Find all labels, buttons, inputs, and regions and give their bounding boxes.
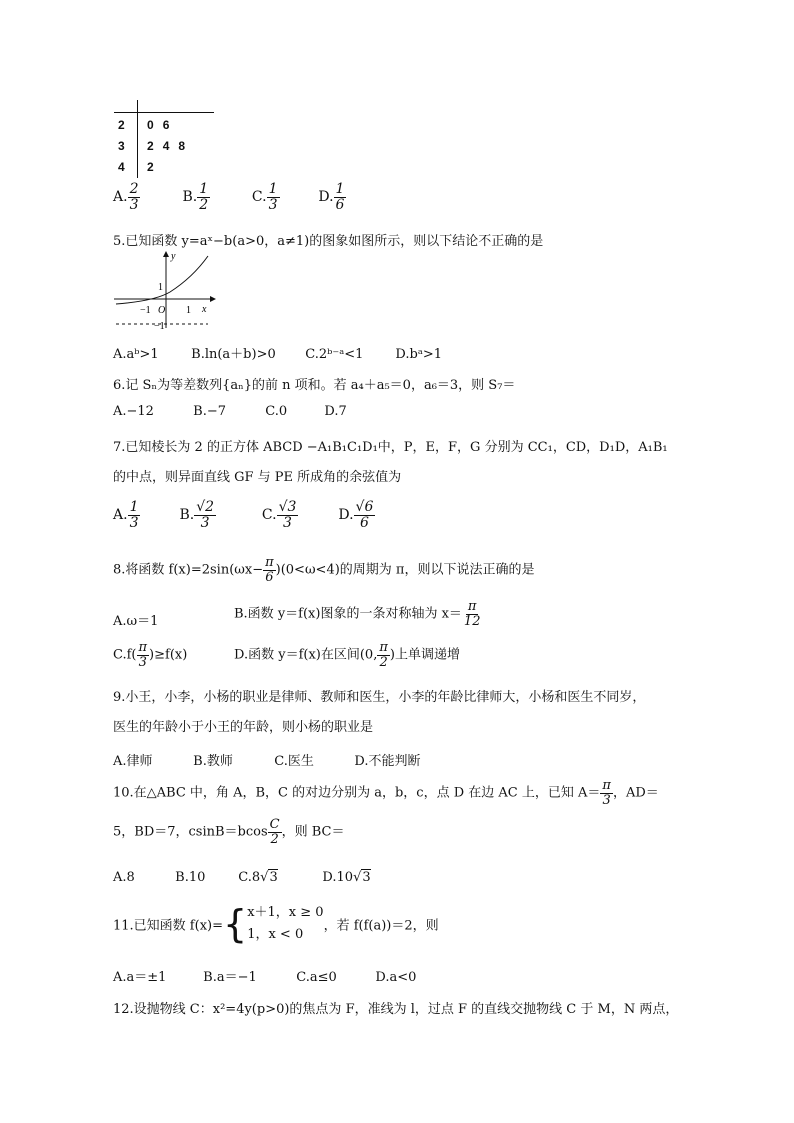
q4-option-d[interactable]: D. $\frac{1}{6}$ bbox=[318, 181, 345, 213]
origin-label: O bbox=[158, 305, 166, 316]
q9-stem-line1: 9.小王，小李，小杨的职业是律师、教师和医生，小李的年龄比律师大，小杨和医生不同岁， bbox=[113, 690, 646, 705]
stem-value: 4 bbox=[118, 159, 125, 174]
tick-neg1-y: −1 bbox=[154, 321, 165, 330]
q12-stem: 12.设抛物线 C：x²=4y(p>0)的焦点为 F，准线为 l，过点 F 的直线交抛物线 C 于 M，N 两点， bbox=[113, 1002, 679, 1017]
stem-leaf-row bbox=[118, 156, 194, 177]
q9-option-c[interactable]: C.医生 bbox=[274, 754, 314, 769]
q5-option-c[interactable]: C.2ᵇ⁻ᵃ<1 bbox=[305, 347, 364, 362]
tick-neg1-x: −1 bbox=[140, 305, 151, 316]
q6-option-c[interactable]: C.0 bbox=[265, 404, 288, 419]
q5-option-b[interactable]: B.ln(a＋b)>0 bbox=[191, 347, 276, 362]
leaf-value: 2 bbox=[147, 159, 154, 174]
q7-stem-line2: 的中点，则异面直线 GF 与 PE 所成角的余弦值为 bbox=[113, 470, 402, 485]
q7-options bbox=[113, 500, 375, 530]
q5-stem: 5.已知函数 y=aˣ−b(a>0，a≠1)的图象如图所示，则以下结论不正确的是 bbox=[113, 234, 544, 249]
q10-option-c[interactable]: C.8√3 bbox=[238, 870, 278, 885]
q11-options bbox=[113, 966, 416, 985]
y-axis-label: y bbox=[171, 251, 176, 262]
leaf-value: 2 bbox=[147, 138, 154, 153]
stem-leaf-row bbox=[118, 135, 194, 156]
x-axis-label: x bbox=[202, 304, 207, 315]
q6-option-a[interactable]: A.−12 bbox=[113, 404, 154, 419]
q11-stem: 11.已知函数 f(x)={ x＋1，x ≥ 0 1，x < 0 ，若 f(f(a))＝2，则 bbox=[113, 902, 439, 946]
q10-stem-line1: 10.在△ABC 中，角 A，B，C 的对边分别为 a，b，c，点 D 在边 AC 上，已知 A＝ $\frac{\pi}{3}$ ，AD＝ bbox=[113, 778, 659, 808]
q10-option-a[interactable]: A.8 bbox=[113, 870, 135, 885]
q4-option-c[interactable]: C. $\frac{1}{3}$ bbox=[251, 181, 278, 213]
q7-option-c[interactable]: C. $\frac{√3}{3}$ bbox=[261, 499, 297, 531]
q10-option-b[interactable]: B.10 bbox=[175, 870, 206, 885]
q8-option-a[interactable]: A.ω＝1 bbox=[113, 614, 159, 629]
x-axis-arrow bbox=[210, 296, 216, 302]
q8-stem: 8.将函数 f(x)=2sin(ωx− $\frac{\pi}{6}$ )(0<ω<4)的周期为 π，则以下说法正确的是 bbox=[113, 555, 535, 585]
q5-option-a[interactable]: A.aᵇ>1 bbox=[113, 347, 159, 362]
q6-options bbox=[113, 404, 347, 419]
tick-1-y: 1 bbox=[158, 282, 163, 293]
y-axis-arrow bbox=[163, 251, 169, 257]
q9-option-d[interactable]: D.不能判断 bbox=[354, 754, 421, 769]
q11-option-c[interactable]: C.a≤0 bbox=[296, 970, 337, 985]
q10-stem-line2: 5，BD＝7，csinB＝bcos $\frac{C}{2}$ ，则 BC＝ bbox=[113, 817, 345, 847]
leaf-value: 0 bbox=[147, 117, 154, 132]
q7-option-b[interactable]: B. $\frac{√2}{3}$ bbox=[179, 499, 215, 531]
q6-option-d[interactable]: D.7 bbox=[324, 404, 347, 419]
q5-function-graph bbox=[112, 250, 216, 330]
q5-options bbox=[113, 343, 442, 362]
stem-leaf-row bbox=[118, 114, 194, 135]
q9-option-b[interactable]: B.教师 bbox=[193, 754, 233, 769]
q11-option-b[interactable]: B.a＝−1 bbox=[203, 970, 257, 985]
q11-option-a[interactable]: A.a＝±1 bbox=[113, 970, 167, 985]
q6-stem: 6.记 Sₙ为等差数列{aₙ}的前 n 项和。若 a₄＋a₅＝0，a₆＝3，则 S₇＝ bbox=[113, 378, 516, 393]
q8-option-d[interactable]: D.函数 y＝f(x)在区间(0, $\frac{\pi}{2}$ )上单调递增 bbox=[234, 640, 460, 670]
q9-option-a[interactable]: A.律师 bbox=[113, 754, 153, 769]
stem-leaf-table bbox=[118, 114, 194, 177]
q4-option-b[interactable]: B. $\frac{1}{2}$ bbox=[182, 181, 209, 213]
leaf-value: 6 bbox=[162, 117, 170, 132]
leaf-value: 8 bbox=[178, 138, 186, 153]
q10-options bbox=[113, 870, 371, 885]
stem-value: 3 bbox=[118, 138, 125, 153]
stem-leaf-hline bbox=[114, 112, 214, 113]
function-curve bbox=[116, 256, 208, 304]
q5-option-d[interactable]: D.bᵃ>1 bbox=[395, 347, 443, 362]
q4-option-a[interactable]: A. $\frac{2}{3}$ bbox=[113, 181, 139, 213]
piecewise-cases: x＋1，x ≥ 0 1，x < 0 bbox=[247, 905, 324, 942]
q6-option-b[interactable]: B.−7 bbox=[193, 404, 226, 419]
leaf-value: 4 bbox=[162, 138, 170, 153]
stem-value: 2 bbox=[118, 117, 125, 132]
brace-symbol: { bbox=[223, 902, 248, 946]
q8-option-b[interactable]: B.函数 y＝f(x)图象的一条对称轴为 x＝ $\frac{\pi}{12}$ bbox=[234, 599, 481, 629]
q8-option-c[interactable]: C.f( $\frac{\pi}{3}$ )≥f(x) bbox=[113, 640, 188, 670]
q11-option-d[interactable]: D.a<0 bbox=[375, 970, 417, 985]
q7-stem-line1: 7.已知棱长为 2 的正方体 ABCD −A₁B₁C₁D₁中，P，E，F，G 分别为 CC₁，CD，D₁D，A₁B₁ bbox=[113, 440, 668, 455]
q9-stem-line2: 医生的年龄小于小王的年龄，则小杨的职业是 bbox=[113, 720, 374, 735]
q10-option-d[interactable]: D.10√3 bbox=[322, 870, 371, 885]
q9-options bbox=[113, 750, 421, 769]
q7-option-a[interactable]: A. $\frac{1}{3}$ bbox=[113, 499, 139, 531]
q7-option-d[interactable]: D. $\frac{√6}{6}$ bbox=[338, 499, 374, 531]
tick-1-x: 1 bbox=[186, 305, 191, 316]
stem-leaf-plot bbox=[112, 100, 222, 182]
q4-options bbox=[113, 182, 346, 212]
